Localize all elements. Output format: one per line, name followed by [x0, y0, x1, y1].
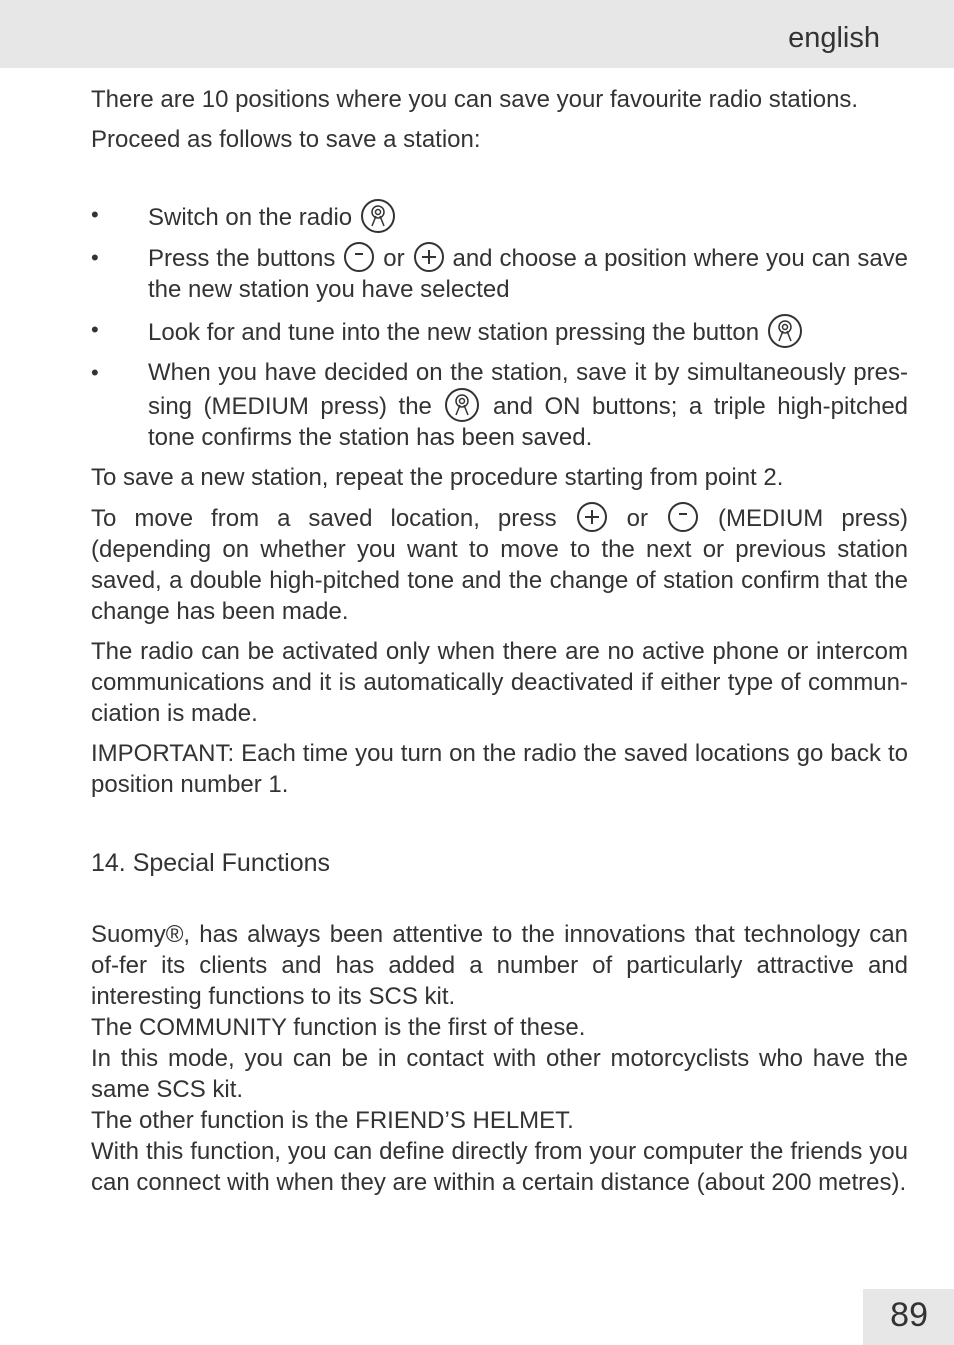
manual-content: [91, 84, 908, 1198]
para-activation: The radio can be activated only when there are no active phone or intercom communications and it is automatically deactivated if either type of commun-ciation is made.: [91, 638, 908, 727]
bullet: •: [91, 202, 99, 227]
special-p2: The COMMUNITY function is the first of these.: [91, 1014, 586, 1041]
header-bar: [0, 0, 954, 68]
para-important: IMPORTANT: Each time you turn on the radio the saved locations go back to position number 1.: [91, 740, 908, 798]
step-1-text: Switch on the radio: [148, 204, 353, 231]
page-number-box: [863, 1289, 954, 1345]
step-1: [91, 199, 908, 233]
section-heading: 14. Special Functions: [91, 849, 331, 877]
radio-button-icon: [361, 199, 395, 233]
step-4-before: When you have decided on the station, save it by simultaneously pres-sing (MEDIUM press) the: [148, 359, 908, 420]
intro: [91, 84, 908, 155]
step-4: [91, 357, 908, 453]
radio-button-icon: [445, 388, 479, 422]
step-2-before: Press the buttons: [148, 245, 336, 272]
para-move-before: To move from a saved location, press: [91, 505, 557, 532]
step-2-mid: or: [383, 245, 405, 272]
special-p1: Suomy®, has always been attentive to the innovations that technology can of-fer its clients and has added a number of particularly attractive and interesting functions to its SCS kit.: [91, 921, 908, 1010]
page-number: 89: [890, 1296, 928, 1334]
minus-button-icon: [344, 242, 374, 272]
intro-line-2: Proceed as follows to save a station:: [91, 126, 481, 153]
step-2: [91, 242, 908, 305]
special-p3: In this mode, you can be in contact with other motorcyclists who have the same SCS kit.: [91, 1045, 908, 1103]
intro-line-1: There are 10 positions where you can save your favourite radio stations.: [91, 86, 859, 113]
step-2-after: and choose a position where you can save the new station you have selected: [148, 245, 909, 303]
special-p4: The other function is the FRIEND’S HELMET.: [91, 1107, 574, 1134]
para-move-after: (MEDIUM press) (depending on whether you want to move to the next or previous station saved, a double high-pitched tone and the change of station confirm that the change has been made.: [91, 505, 908, 625]
para-repeat: To save a new station, repeat the procedure starting from point 2.: [91, 464, 784, 491]
step-3: [91, 314, 908, 348]
step-3-text: Look for and tune into the new station pressing the button: [148, 319, 760, 346]
plus-button-icon: [577, 502, 607, 532]
para-move: [91, 502, 908, 627]
plus-button-icon: [414, 242, 444, 272]
language-label: english: [788, 22, 880, 54]
minus-button-icon: [668, 502, 698, 532]
special-p5: With this function, you can define directly from your computer the friends you can connect with when they are within a certain distance (about 200 metres).: [91, 1138, 908, 1196]
special-functions: [91, 919, 908, 1198]
radio-button-icon: [768, 314, 802, 348]
bullet: •: [91, 245, 99, 270]
bullet: •: [91, 317, 99, 342]
step-4-after: and ON buttons; a triple high-pitched tone confirms the station has been saved.: [148, 393, 909, 451]
steps-list: [91, 199, 908, 453]
para-move-mid: or: [626, 505, 648, 532]
bullet: •: [91, 360, 99, 385]
